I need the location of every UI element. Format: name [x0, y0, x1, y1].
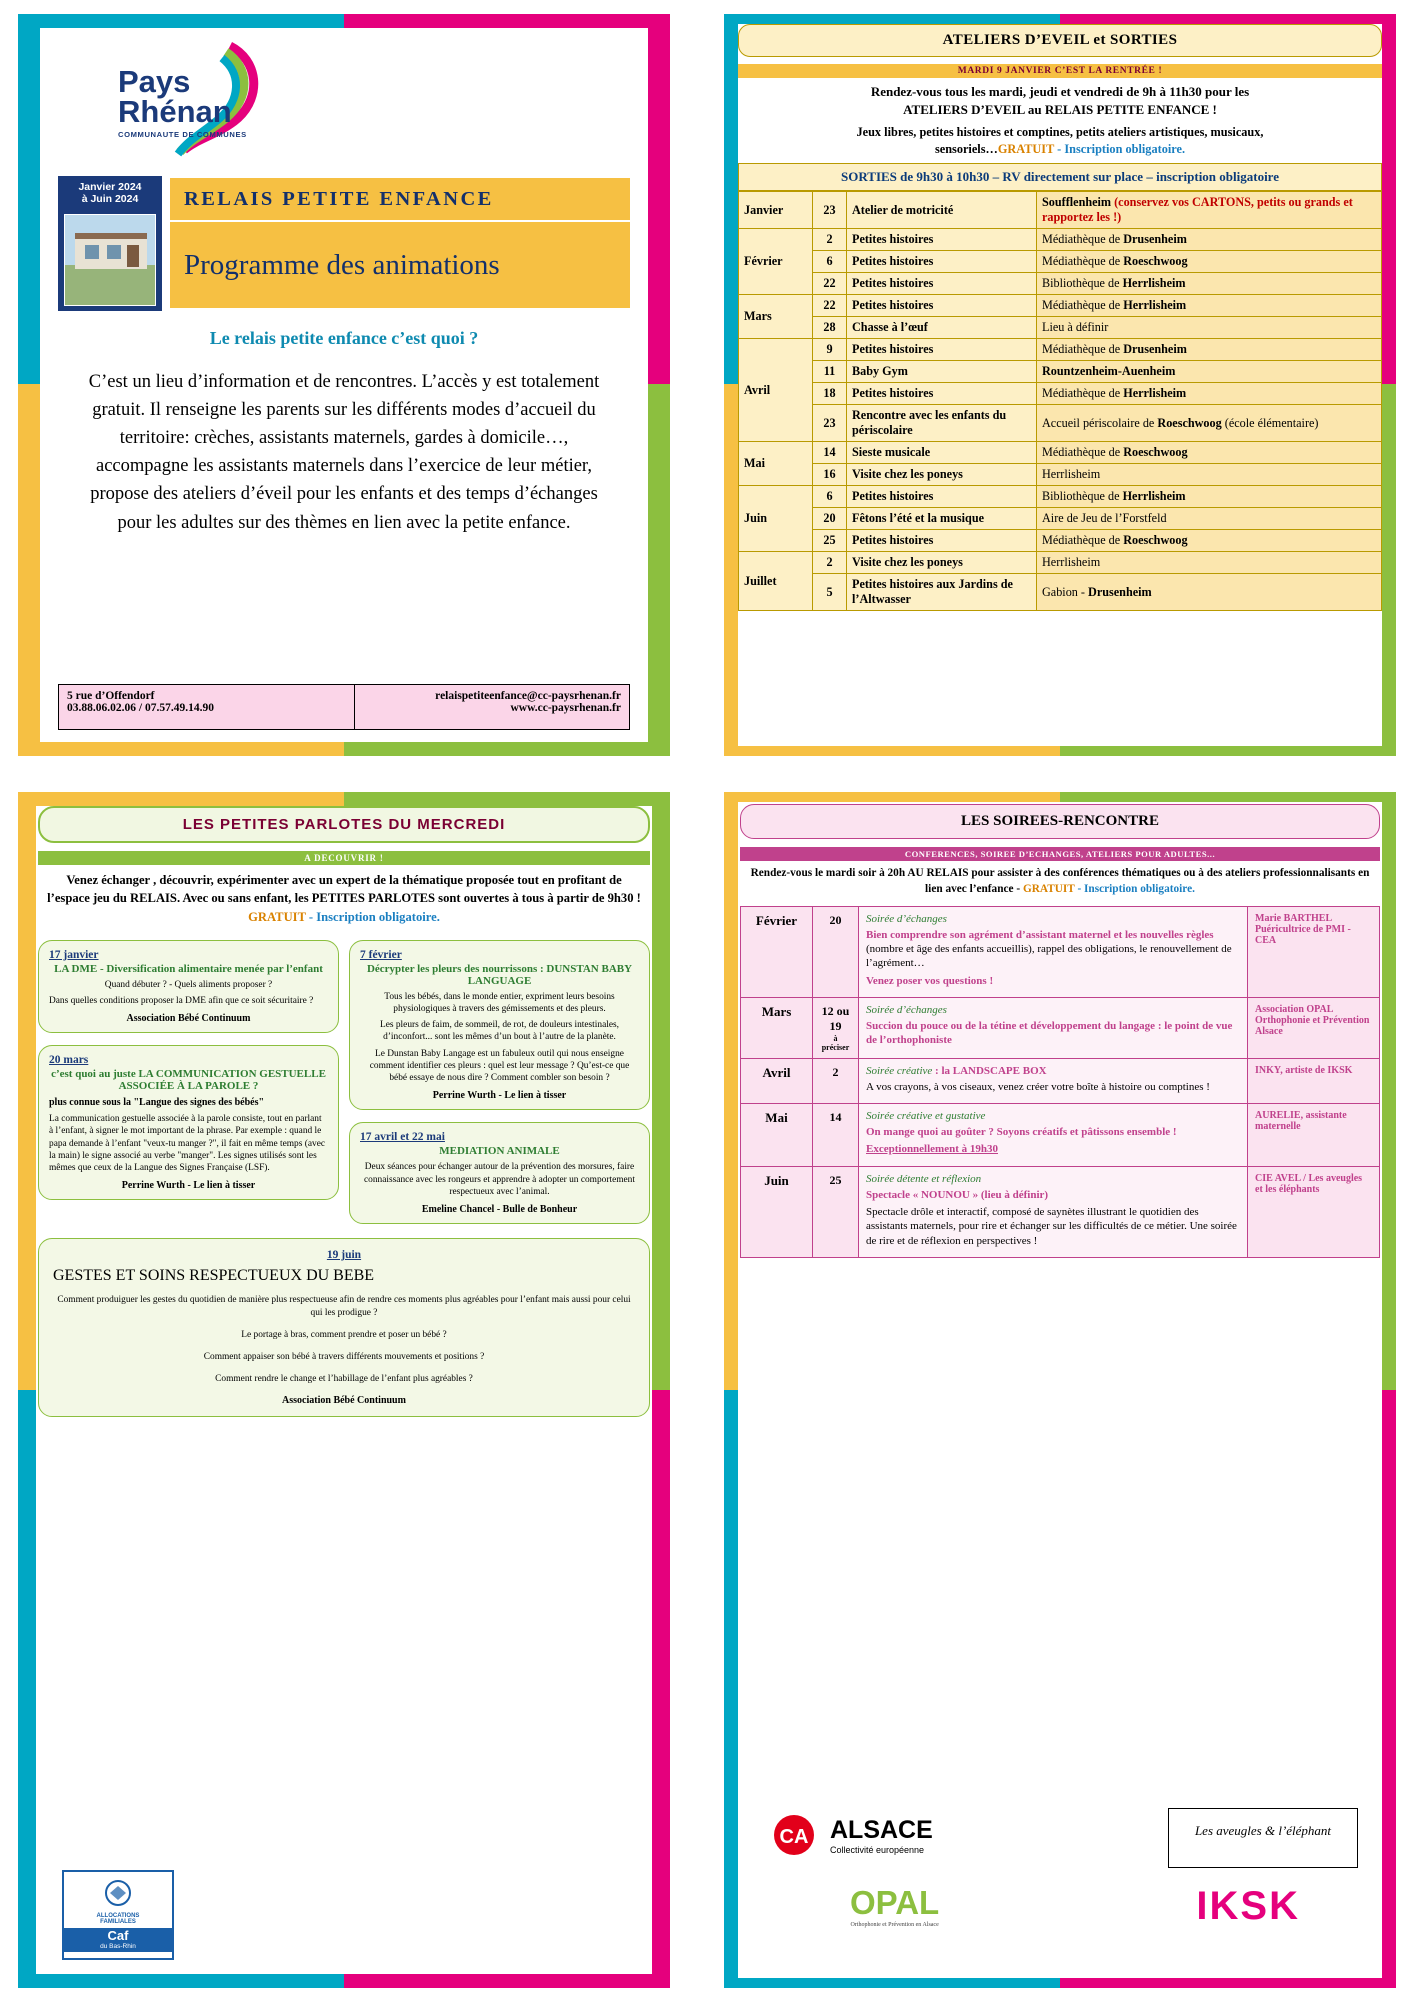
cell-day-note: à préciser	[821, 1033, 850, 1052]
cell-day: 9	[813, 339, 847, 361]
rentree-band: MARDI 9 JANVIER C’EST LA RENTRÉE !	[738, 64, 1382, 78]
cell-speaker: INKY, artiste de IKSK	[1248, 1058, 1380, 1103]
cell-place	[1037, 229, 1382, 251]
p3-frame-right-top	[652, 792, 670, 1390]
cell-day	[813, 1058, 859, 1103]
cell-activity: Atelier de motricité	[847, 192, 1037, 229]
cell-month: Mars	[739, 295, 813, 339]
ateliers-intro2-line-1: Jeux libres, petites histoires et comptines, petits ateliers artistiques, musicaux,	[856, 125, 1264, 140]
cell-description	[859, 906, 1248, 997]
cell-activity: Petites histoires	[847, 295, 1037, 317]
p2-frame-right-bottom	[1382, 384, 1396, 756]
cell-activity: Petites histoires	[847, 251, 1037, 273]
opal-label: OPAL	[850, 1884, 940, 1921]
cell-place	[1037, 486, 1382, 508]
cell-activity: Petites histoires	[847, 273, 1037, 295]
logo-avel	[1168, 1808, 1358, 1868]
cell-day	[813, 1104, 859, 1167]
list-item-juin	[38, 1238, 650, 1417]
card-para: Deux séances pour échanger autour de la prévention des morsures, faire connaissance avec les rongeurs et apprendre à adopter un comportement respectueux avec l’animal.	[364, 1162, 635, 1197]
soirees-content	[740, 804, 1380, 1976]
table-row	[739, 295, 1382, 317]
contact-phone: 03.88.06.02.06 / 07.57.49.14.90	[67, 702, 214, 714]
cell-place	[1037, 273, 1382, 295]
cell-month: Février	[741, 906, 813, 997]
caf-emblem-icon	[98, 1878, 138, 1908]
cell-activity: Visite chez les poneys	[847, 552, 1037, 574]
cell-activity: Chasse à l’œuf	[847, 317, 1037, 339]
cell-day: 25	[813, 530, 847, 552]
cell-month: Mai	[741, 1104, 813, 1167]
p3-frame-left-top	[18, 792, 36, 1390]
p2-frame-top-right	[1060, 14, 1396, 24]
gratuit-label: GRATUIT	[248, 909, 306, 924]
frame-bar-top-left	[18, 14, 344, 28]
table-row	[739, 192, 1382, 229]
soiree-title: On mange quoi au goûter ? Soyons créatifs et pâtissons ensemble !	[866, 1126, 1177, 1139]
p3-frame-left-bottom	[18, 1390, 36, 1988]
caf-line-1: ALLOCATIONS	[96, 1913, 140, 1919]
soiree-title: Succion du pouce ou de la tétine et développement du langage : le point de vue de l’orthophoniste	[866, 1019, 1233, 1047]
table-row	[741, 1166, 1380, 1257]
place-note: (conservez vos CARTONS, petits ou grands et rapportez les !)	[1042, 195, 1353, 225]
cell-place	[1037, 552, 1382, 574]
place-name: Roeschwoog	[1157, 415, 1222, 430]
frame-bar-left-top	[18, 14, 40, 384]
p4-frame-bottom-right	[1060, 1978, 1396, 1988]
p3-frame-top-right	[344, 792, 670, 806]
logo-caf	[62, 1870, 174, 1960]
cell-day-number: 2	[832, 1064, 839, 1079]
section-question: Le relais petite enfance c’est quoi ?	[209, 328, 479, 348]
table-row	[739, 405, 1382, 442]
card-date: 19 juin	[326, 1248, 362, 1261]
iksk-label: IKSK	[1196, 1884, 1300, 1928]
card-date: 17 avril et 22 mai	[360, 1131, 445, 1144]
place-prefix: Bibliothèque de	[1042, 489, 1123, 504]
place-name: Rountzenheim-Auenheim	[1042, 364, 1176, 379]
soiree-kind: Soirée créative et gustative	[866, 1110, 986, 1123]
cell-day: 23	[813, 192, 847, 229]
cell-day: 6	[813, 251, 847, 273]
cell-day: 20	[813, 508, 847, 530]
place-prefix: Bibliothèque de	[1042, 276, 1123, 291]
cell-place	[1037, 530, 1382, 552]
cell-month: Avril	[741, 1058, 813, 1103]
card-subject: GESTES ET SOINS RESPECTUEUX DU BEBE	[53, 1266, 375, 1284]
p2-frame-bottom-right	[1060, 746, 1396, 756]
place-prefix: Médiathèque de	[1042, 298, 1124, 313]
table-row	[739, 273, 1382, 295]
logo-opal	[850, 1884, 939, 1928]
p3-frame-bottom-left	[18, 1974, 344, 1988]
place-name: Drusenheim	[1088, 584, 1152, 599]
card-subject: MEDIATION ANIMALE	[439, 1145, 560, 1158]
gratuit-label: GRATUIT	[1022, 882, 1075, 895]
card-date: 7 février	[360, 948, 402, 961]
cell-speaker: Association OPAL Orthophonie et Prévention Alsace	[1248, 997, 1380, 1058]
cell-month: Février	[739, 229, 813, 295]
card-para: Comment produiguer les gestes du quotidien de manière plus respectueuse afin de rendre ces moments plus agréables pour l’enfant mais aussi pour celui qui les prodigue ?	[57, 1295, 631, 1319]
page-title: RELAIS PETITE ENFANCE	[170, 178, 630, 220]
title-band	[58, 176, 630, 311]
soiree-kind: Soirée d’échanges	[866, 1003, 947, 1016]
building-photo-icon	[65, 215, 156, 306]
list-item	[349, 1122, 650, 1224]
card-date: 20 mars	[49, 1054, 89, 1067]
frame-bar-right-top	[648, 14, 670, 384]
soiree-text: Spectacle drôle et interactif, composé de saynètes illustrant le quotidien des assistants maternels, pour rire et échanger sur les difficultés de ce métier. Une soirée de rire et de réflexion en perspectives !	[866, 1206, 1237, 1247]
caf-line-3: Caf	[64, 1928, 172, 1943]
page-parlotes	[18, 792, 670, 1988]
ateliers-intro2-line-2	[746, 141, 1374, 158]
table-row	[739, 361, 1382, 383]
cell-description	[859, 1104, 1248, 1167]
inscription-label: - Inscription obligatoire.	[308, 909, 440, 924]
parlotes-cards	[38, 940, 650, 1224]
alsace-sub: Collectivité européenne	[830, 1844, 925, 1855]
place-prefix: Médiathèque de	[1042, 232, 1124, 247]
card-date: 17 janvier	[49, 948, 99, 961]
logo-iksk	[1196, 1884, 1300, 1929]
parlotes-column-left	[38, 940, 339, 1224]
cell-activity: Rencontre avec les enfants du périscolaire	[847, 405, 1037, 442]
place-prefix: Gabion -	[1042, 584, 1089, 599]
cover-content	[40, 28, 648, 742]
card-para: Comment rendre le change et l’habillage de l’enfant plus agréables ?	[215, 1374, 473, 1385]
cover-photo	[64, 214, 156, 306]
cell-activity: Sieste musicale	[847, 442, 1037, 464]
table-row	[741, 906, 1380, 997]
p2-frame-left-top	[724, 14, 738, 384]
frame-bar-bottom-left	[18, 742, 344, 756]
cell-month: Juillet	[739, 552, 813, 611]
frame-bar-left-bottom	[18, 384, 40, 756]
cell-place	[1037, 383, 1382, 405]
cell-place	[1037, 192, 1382, 229]
opal-sub: Orthophonie et Prévention en Alsace	[850, 1922, 939, 1928]
place-name: Drusenheim	[1123, 342, 1187, 357]
cell-month: Janvier	[739, 192, 813, 229]
cell-activity: Petites histoires	[847, 339, 1037, 361]
soiree-title: : la LANDSCAPE BOX	[935, 1064, 1047, 1077]
p3-frame-top-left	[18, 792, 344, 806]
soirees-title: LES SOIREES-RENCONTRE	[740, 804, 1380, 839]
p4-frame-right-bottom	[1382, 1390, 1396, 1988]
cell-place	[1037, 405, 1382, 442]
table-row	[739, 251, 1382, 273]
soiree-extra: Exceptionnellement à 19h30	[866, 1143, 998, 1156]
p4-frame-right-top	[1382, 792, 1396, 1390]
soiree-title: Spectacle « NOUNOU » (lieu à définir)	[866, 1188, 1049, 1201]
cell-day-number: 14	[829, 1110, 842, 1125]
table-row	[739, 339, 1382, 361]
cell-activity: Visite chez les poneys	[847, 464, 1037, 486]
cell-description	[859, 1058, 1248, 1103]
cell-day: 22	[813, 273, 847, 295]
table-row	[741, 1104, 1380, 1167]
logo-pays-rhenan	[80, 38, 300, 168]
soirees-table	[740, 906, 1380, 1258]
cell-speaker: CIE AVEL / Les aveugles et les éléphants	[1248, 1166, 1380, 1257]
soiree-text: (nombre et âge des enfants accueillis), rappel des obligations, le renouvellement de l’agrément…	[866, 942, 1232, 970]
place-name: Herrlisheim	[1123, 386, 1187, 401]
table-row	[739, 229, 1382, 251]
ateliers-intro	[738, 78, 1382, 118]
page-ateliers	[724, 14, 1396, 756]
cell-month: Juin	[739, 486, 813, 552]
cell-day-number: 25	[829, 1172, 842, 1187]
p2-frame-right-top	[1382, 14, 1396, 384]
table-row	[739, 317, 1382, 339]
cell-day	[813, 906, 859, 997]
contact-left	[58, 684, 355, 730]
contact-address: 5 rue d’Offendorf	[67, 690, 155, 702]
place-prefix: Aire de Jeu de l’Forstfeld	[1042, 511, 1167, 526]
sorties-table	[738, 191, 1382, 611]
card-lead: plus connue sous la "Langue des signes des bébés"	[49, 1097, 265, 1109]
p4-frame-top-right	[1060, 792, 1396, 802]
cell-place	[1037, 251, 1382, 273]
place-prefix: Médiathèque de	[1042, 386, 1124, 401]
cell-place	[1037, 464, 1382, 486]
cell-place	[1037, 339, 1382, 361]
parlotes-content	[38, 806, 650, 1974]
place-prefix: Médiathèque de	[1042, 533, 1124, 548]
cell-place	[1037, 295, 1382, 317]
cell-day	[813, 997, 859, 1058]
cell-day: 18	[813, 383, 847, 405]
list-item	[349, 940, 650, 1111]
p3-frame-bottom-right	[344, 1974, 670, 1988]
card-subject: LA DME - Diversification alimentaire menée par l’enfant	[54, 962, 323, 975]
cell-day: 11	[813, 361, 847, 383]
p4-frame-left-top	[724, 792, 738, 1390]
place-name: Soufflenheim	[1042, 195, 1112, 210]
p4-frame-top-left	[724, 792, 1060, 802]
card-para: Le portage à bras, comment prendre et poser un bébé ?	[241, 1330, 447, 1341]
parlotes-intro	[38, 865, 650, 926]
place-name: Drusenheim	[1123, 232, 1187, 247]
parlotes-intro-text: Venez échanger , découvrir, expérimenter avec un expert de la thématique proposée tout en profitant de l’espace jeu du RELAIS. Avec ou sans enfant, les PETITES PARLOTES sont ouvertes à tous à partir de 9h30 !	[47, 873, 641, 906]
contact-email[interactable]: relaispetiteenfance@cc-paysrhenan.fr	[435, 690, 621, 702]
ateliers-intro-line-2: ATELIERS D’EVEIL au RELAIS PETITE ENFANCE !	[903, 101, 1217, 117]
frame-bar-bottom-right	[344, 742, 670, 756]
logo-line-2: Rhénan	[118, 94, 232, 129]
frame-bar-right-bottom	[648, 384, 670, 756]
cell-place	[1037, 508, 1382, 530]
p4-frame-left-bottom	[724, 1390, 738, 1988]
card-para: Comment appaiser son bébé à travers différents mouvements et positions ?	[203, 1352, 485, 1363]
cell-month: Avril	[739, 339, 813, 442]
logo-line-1: Pays	[118, 64, 191, 99]
decouvrir-band: A DECOUVRIR !	[38, 851, 650, 865]
place-prefix: Médiathèque de	[1042, 342, 1124, 357]
cell-day: 28	[813, 317, 847, 339]
inscription-label: - Inscription obligatoire.	[1077, 882, 1195, 895]
card-author: Association Bébé Continuum	[126, 1013, 251, 1025]
card-author: Perrine Wurth - Le lien à tisser	[432, 1090, 567, 1102]
card-para: La communication gestuelle associée à la parole consiste, tout en parlant à l’enfant, à signer le mot important de la phrase. Par exemple : quand le papa demande à l’enfant "veux-tu manger ?", il fait en même temps (avec la main) le signe associé au verbe "manger". Les signes utilisés sont les mêmes que ceux de la Langue des Signes Française (LSF).	[49, 1114, 326, 1174]
ateliers-intro2-text: sensoriels…	[934, 141, 998, 156]
frame-bar-top-right	[344, 14, 670, 28]
date-line-1: Janvier 2024	[78, 181, 142, 193]
table-row	[741, 1058, 1380, 1103]
list-item	[38, 940, 339, 1033]
cell-month: Mars	[741, 997, 813, 1058]
place-name: Roeschwoog	[1123, 533, 1188, 548]
place-prefix: Médiathèque de	[1042, 445, 1124, 460]
place-prefix: Herrlisheim	[1042, 467, 1101, 482]
svg-text:CA: CA	[779, 1826, 809, 1848]
place-prefix: Herrlisheim	[1042, 555, 1101, 570]
soirees-intro	[740, 861, 1380, 906]
table-row	[739, 530, 1382, 552]
card-para: Les pleurs de faim, de sommeil, de rot, de douleurs intestinales, d’inconfort... sont les mêmes d’un bout à l’autre de la planète.	[379, 1020, 619, 1043]
soiree-kind: Soirée d’échanges	[866, 912, 947, 925]
table-row	[739, 464, 1382, 486]
cell-day-number: 12 ou 19	[821, 1003, 850, 1033]
place-prefix: Accueil périscolaire de	[1042, 415, 1158, 430]
gratuit-label: GRATUIT	[997, 141, 1055, 156]
p2-frame-bottom-left	[724, 746, 1060, 756]
card-para: Le Dunstan Baby Langage est un fabuleux outil qui nous enseigne comment identifier ces pleurs : quel est leur message ? Qu’est-ce que bébé essaye de nous dire ? Comment combler son besoin ?	[369, 1048, 630, 1084]
cell-day	[813, 1166, 859, 1257]
place-prefix: Lieu à définir	[1042, 320, 1109, 335]
cell-day: 14	[813, 442, 847, 464]
place-suffix: (école élémentaire)	[1221, 415, 1319, 430]
card-para: Quand débuter ? - Quels aliments proposer ?	[104, 979, 273, 990]
cell-day: 16	[813, 464, 847, 486]
soiree-text: A vos crayons, à vos ciseaux, venez créer votre boîte à histoire ou comptines !	[866, 1080, 1210, 1093]
cell-speaker: AURELIE, assistante maternelle	[1248, 1104, 1380, 1167]
cell-description	[859, 997, 1248, 1058]
contact-right	[355, 684, 630, 730]
card-subject: Décrypter les pleurs des nourrissons : DUNSTAN BABY LANGUAGE	[366, 962, 633, 987]
soirees-intro-text: Rendez-vous le mardi soir à 20h AU RELAIS pour assister à des conférences thématiques ou à des ateliers professionnalisants en lien avec l’enfance -	[750, 867, 1370, 895]
cell-speaker: Marie BARTHEL Puéricultrice de PMI - CEA	[1248, 906, 1380, 997]
soiree-extra: Venez poser vos questions !	[866, 974, 994, 987]
logo-alsace	[770, 1812, 933, 1858]
cell-activity: Petites histoires	[847, 486, 1037, 508]
contact-web[interactable]: www.cc-paysrhenan.fr	[510, 702, 621, 714]
table-row	[739, 574, 1382, 611]
card-subject: c’est quoi au juste LA COMMUNICATION GESTUELLE ASSOCIÉE À LA PAROLE ?	[51, 1068, 326, 1093]
contact-block	[58, 684, 630, 730]
soiree-detail	[866, 928, 1240, 971]
cell-activity: Baby Gym	[847, 361, 1037, 383]
inscription-label: - Inscription obligatoire.	[1057, 141, 1186, 156]
cell-place	[1037, 317, 1382, 339]
ateliers-title: ATELIERS D’EVEIL et SORTIES	[738, 24, 1382, 57]
place-name: Herrlisheim	[1122, 489, 1186, 504]
avel-label: Les aveugles & l’éléphant	[1194, 1823, 1332, 1838]
card-para: Tous les bébés, dans le monde entier, expriment leurs besoins physiologiques à travers des gémissements et des pleurs.	[384, 991, 615, 1014]
soiree-kind: Soirée détente et réflexion	[866, 1172, 982, 1185]
cell-activity: Petites histoires	[847, 229, 1037, 251]
cell-activity: Fêtons l’été et la musique	[847, 508, 1037, 530]
ateliers-content	[738, 24, 1382, 746]
alsace-emblem-icon	[770, 1812, 822, 1858]
logo-line-3: COMMUNAUTE DE COMMUNES	[118, 130, 247, 139]
cover-body-text: C’est un lieu d’information et de rencontres. L’accès y est totalement gratuit. Il renseigne les parents sur les différents modes d’accueil du territoire: crèches, assistants maternels, gardes à domicile…, accompagne les assistants maternels dans l’exercice de leur métier, propose des ateliers d’éveil pour les enfants et des temps d’échanges pour les adultes sur des thèmes en lien avec la petite enfance.	[88, 372, 600, 533]
p3-frame-right-bottom	[652, 1390, 670, 1988]
table-row	[739, 442, 1382, 464]
card-author: Association Bébé Continuum	[282, 1395, 406, 1407]
soiree-headline	[866, 1065, 1240, 1077]
sorties-band: SORTIES de 9h30 à 10h30 – RV directement sur place – inscription obligatoire	[738, 163, 1382, 191]
place-name: Herrlisheim	[1122, 276, 1186, 291]
parlotes-column-right	[349, 940, 650, 1224]
page-subtitle: Programme des animations	[170, 222, 630, 308]
soiree-kind: Soirée créative	[866, 1064, 933, 1077]
page-soirees	[724, 792, 1396, 1988]
alsace-label: ALSACE	[830, 1815, 933, 1844]
p2-frame-left-bottom	[724, 384, 738, 756]
cell-day: 2	[813, 552, 847, 574]
cell-day: 5	[813, 574, 847, 611]
place-name: Roeschwoog	[1123, 254, 1188, 269]
cell-activity: Petites histoires	[847, 530, 1037, 552]
p2-frame-top-left	[724, 14, 1060, 24]
date-box	[58, 176, 162, 311]
cell-description	[859, 1166, 1248, 1257]
cell-activity: Petites histoires	[847, 383, 1037, 405]
partner-logos	[740, 1802, 1380, 1972]
parlotes-title: LES PETITES PARLOTES DU MERCREDI	[38, 806, 650, 843]
cell-day: 6	[813, 486, 847, 508]
cell-place	[1037, 361, 1382, 383]
table-row	[739, 486, 1382, 508]
cell-place	[1037, 442, 1382, 464]
list-item	[38, 1045, 339, 1200]
soiree-detail	[866, 1019, 1240, 1048]
table-row	[741, 997, 1380, 1058]
ateliers-intro-line-1: Rendez-vous tous les mardi, jeudi et vendredi de 9h à 11h30 pour les	[870, 84, 1250, 99]
place-name: Herrlisheim	[1123, 298, 1187, 313]
p4-frame-bottom-left	[724, 1978, 1060, 1988]
table-row	[739, 508, 1382, 530]
date-line-2: à Juin 2024	[81, 193, 139, 205]
card-author: Emeline Chancel - Bulle de Bonheur	[421, 1203, 578, 1215]
cell-month: Juin	[741, 1166, 813, 1257]
place-prefix: Médiathèque de	[1042, 254, 1124, 269]
place-name: Roeschwoog	[1123, 445, 1188, 460]
card-author: Perrine Wurth - Le lien à tisser	[121, 1180, 256, 1192]
table-row	[739, 552, 1382, 574]
caf-line-2: FAMILIALES	[100, 1919, 136, 1925]
page-cover	[18, 14, 670, 756]
ateliers-intro-2	[738, 118, 1382, 163]
cell-month: Mai	[739, 442, 813, 486]
table-row	[739, 383, 1382, 405]
caf-line-4: du Bas-Rhin	[64, 1943, 172, 1952]
cell-day: 23	[813, 405, 847, 442]
cell-day-number: 20	[829, 912, 842, 927]
cell-place	[1037, 574, 1382, 611]
cell-day: 22	[813, 295, 847, 317]
cell-activity: Petites histoires aux Jardins de l’Altwasser	[847, 574, 1037, 611]
card-para: Dans quelles conditions proposer la DME afin que ce soit sécuritaire ?	[49, 995, 314, 1006]
soiree-title: Bien comprendre son agrément d’assistant maternel et les nouvelles règles	[866, 928, 1214, 941]
cell-day: 2	[813, 229, 847, 251]
conferences-band: CONFERENCES, SOIREE D’ECHANGES, ATELIERS POUR ADULTES...	[740, 847, 1380, 861]
